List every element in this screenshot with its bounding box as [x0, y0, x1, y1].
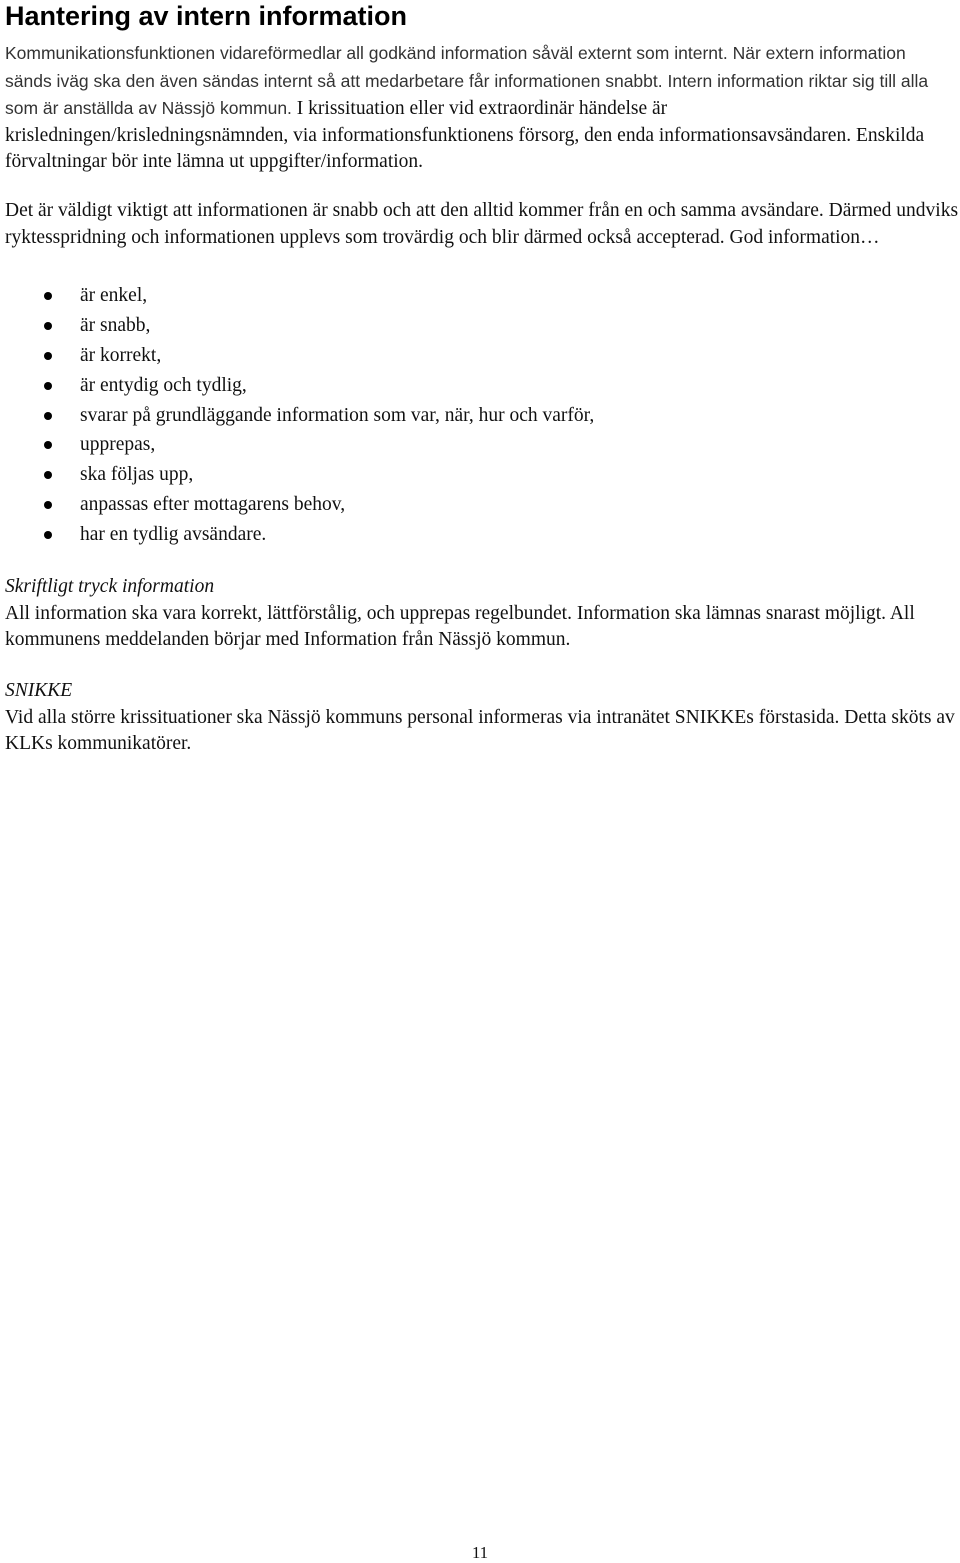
- list-item: är entydig och tydlig,: [0, 371, 594, 401]
- bullet-icon: [44, 501, 52, 509]
- list-item: svarar på grundläggande information som var, när, hur och varför,: [0, 401, 594, 431]
- list-item: har en tydlig avsändare.: [0, 520, 594, 550]
- bullet-icon: [44, 292, 52, 300]
- importance-paragraph: Det är väldigt viktigt att informationen är snabb och att den alltid kommer från en och samma avsändare. Därmed undviks ryktesspridning och informationen upplevs som trovärdig och blir därmed också accepterad. God information…: [5, 200, 959, 248]
- bullet-icon: [44, 382, 52, 390]
- written-information-body: All information ska vara korrekt, lättförstålig, och upprepas regelbundet. Information ska lämnas snarast möjligt. All kommunens meddelanden börjar med Information från Nässjö kommun.: [5, 602, 915, 650]
- intro-sentence-1: Kommunikationsfunktionen vidareförmedlar all godkänd information såväl externt som internt. När extern information sänds iväg ska den även sändas internt så att medarbetare får informationen snabbt. Intern information riktar sig till alla som är anställda av Nässjö kommun.: [5, 43, 929, 118]
- list-item: anpassas efter mottagarens behov,: [0, 490, 594, 520]
- page-title: Hantering av intern information: [5, 1, 408, 31]
- snikke-section: [5, 678, 960, 758]
- written-information-heading: Skriftligt tryck information: [5, 576, 215, 597]
- list-item: upprepas,: [0, 430, 594, 460]
- bullet-icon: [44, 531, 52, 539]
- bullet-icon: [44, 352, 52, 360]
- list-item: är snabb,: [0, 311, 594, 341]
- bullet-icon: [44, 412, 52, 420]
- intro-sentence-2: I krissituation eller vid extraordinär händelse är krisledningen/krisledningsnämnden, via informationsfunktionens försorg, den enda informationsavsändaren. Enskilda förvaltningar bör inte lämna ut uppgifter/information.: [5, 98, 925, 172]
- intro-paragraph: [5, 40, 950, 176]
- good-information-list: [0, 281, 594, 550]
- snikke-heading: SNIKKE: [5, 680, 73, 701]
- snikke-body: Vid alla större krissituationer ska Nässjö kommuns personal informeras via intranätet SNIKKEs förstasida. Detta sköts av KLKs kommunikatörer.: [5, 706, 955, 754]
- bullet-icon: [44, 322, 52, 330]
- list-item: är enkel,: [0, 281, 594, 311]
- bullet-icon: [44, 441, 52, 449]
- list-item: ska följas upp,: [0, 460, 594, 490]
- written-information-section: [5, 574, 960, 654]
- bullet-icon: [44, 471, 52, 479]
- list-item: är korrekt,: [0, 341, 594, 371]
- page-number: 11: [471, 1543, 489, 1562]
